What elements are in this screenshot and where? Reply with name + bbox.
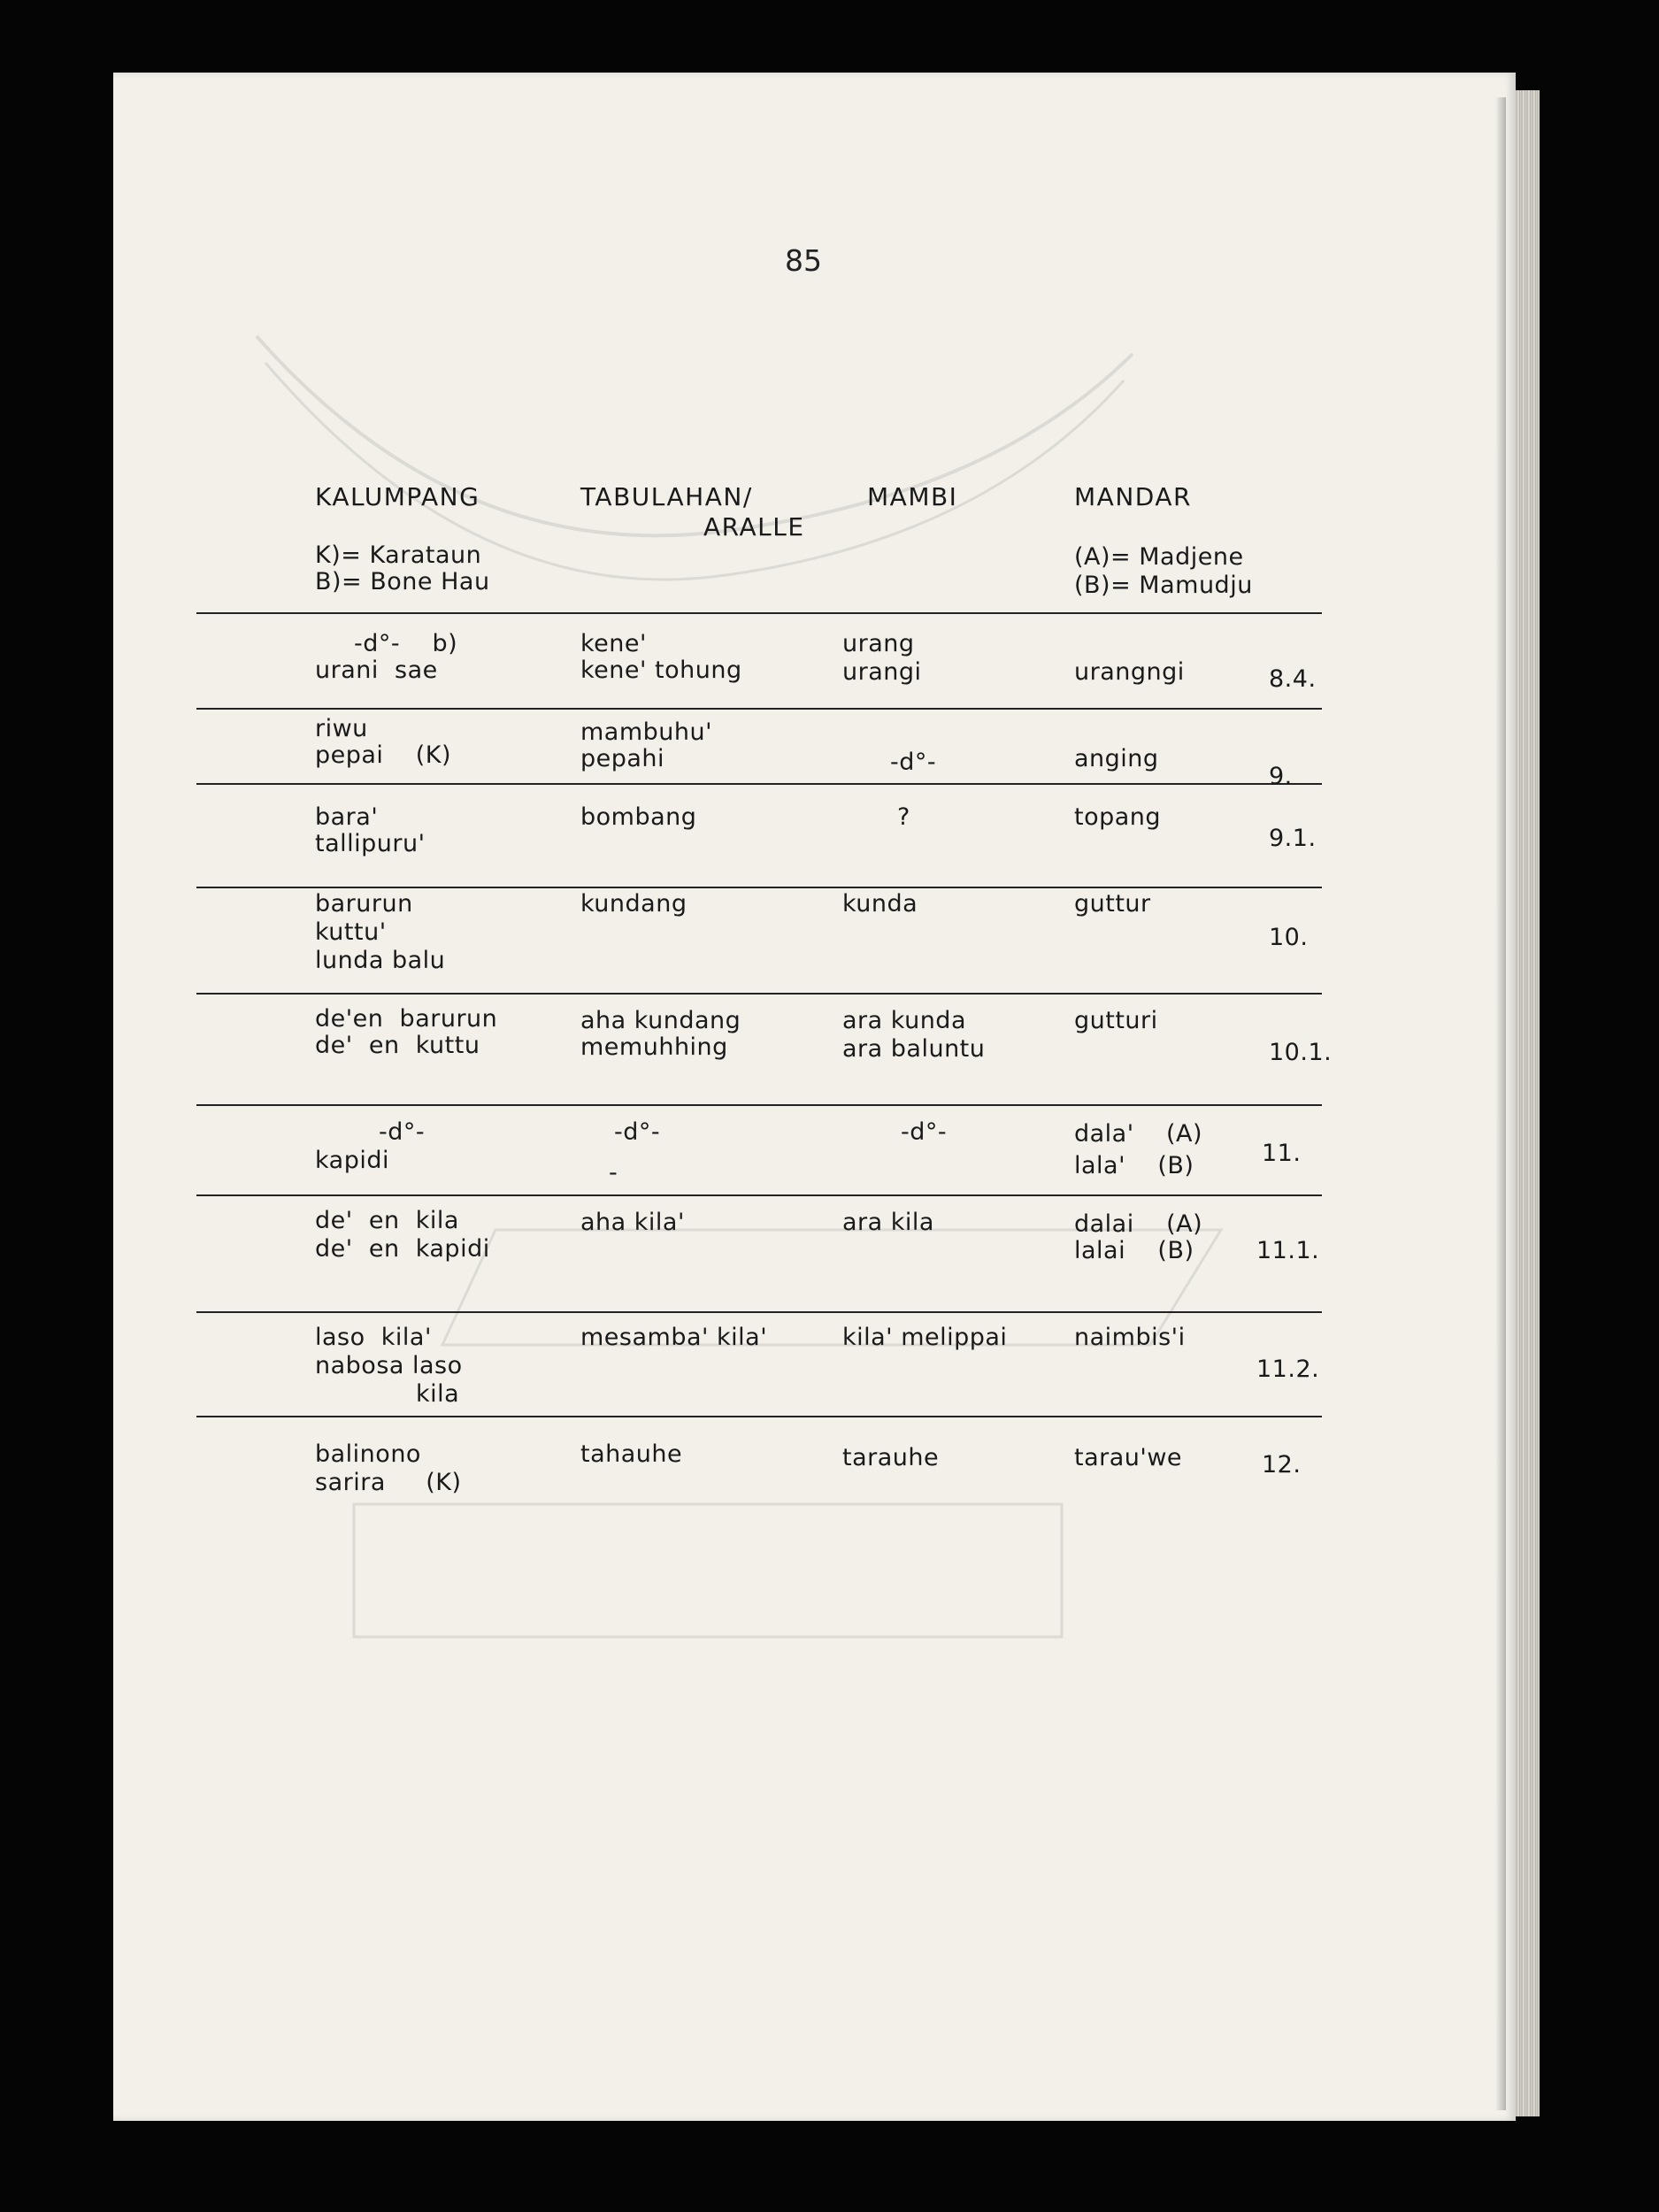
page-number: 85: [785, 243, 822, 278]
table-rule: [196, 1416, 1322, 1417]
legend-mamudju: (B)= Mamudju: [1074, 572, 1253, 599]
row-9-1-number: 9.1.: [1269, 825, 1317, 852]
row-11-2-kalumpang-2: nabosa laso: [315, 1352, 463, 1379]
row-9-1-tabulahan: bombang: [580, 803, 697, 831]
row-10-1-mambi-1: ara kunda: [842, 1007, 966, 1034]
row-11-tabulahan-1: -d°-: [614, 1118, 661, 1146]
row-11-1-number: 11.1.: [1256, 1237, 1320, 1264]
table-rule: [196, 1104, 1322, 1106]
row-12-kalumpang-1: balinono: [315, 1440, 421, 1468]
row-11-2-number: 11.2.: [1256, 1356, 1320, 1383]
row-11-1-tabulahan: aha kila': [580, 1209, 685, 1236]
row-10-1-mambi-2: ara baluntu: [842, 1035, 986, 1063]
table-rule: [196, 612, 1322, 614]
table-rule: [196, 1311, 1322, 1313]
header-mandar: MANDAR: [1074, 482, 1192, 511]
row-9-tabulahan-2: pepahi: [580, 745, 665, 772]
row-8-4-kalumpang-2: urani sae: [315, 657, 438, 684]
row-10-kalumpang-1: barurun: [315, 890, 413, 918]
row-9-1-kalumpang-2: tallipuru': [315, 830, 426, 857]
page-edge-shadow: [1495, 97, 1506, 2110]
header-tabulahan: TABULAHAN/: [580, 482, 753, 511]
row-11-1-kalumpang-1: de' en kila: [315, 1207, 459, 1234]
row-9-1-mambi: ?: [897, 803, 910, 831]
row-10-1-tabulahan-2: memuhhing: [580, 1033, 728, 1061]
row-10-tabulahan: kundang: [580, 890, 687, 918]
row-11-number: 11.: [1262, 1140, 1302, 1167]
row-10-1-tabulahan-1: aha kundang: [580, 1007, 741, 1034]
table-rule: [196, 708, 1322, 710]
row-11-1-mandar-1: dalai (A): [1074, 1210, 1203, 1238]
row-12-mandar: tarau'we: [1074, 1444, 1183, 1471]
row-11-2-kalumpang-3: kila: [416, 1380, 460, 1408]
row-8-4-kalumpang-1: -d°- b): [354, 630, 458, 657]
row-11-kalumpang-2: kapidi: [315, 1147, 389, 1174]
row-9-tabulahan-1: mambuhu': [580, 718, 713, 746]
row-9-1-kalumpang-1: bara': [315, 803, 379, 831]
row-8-4-mambi-2: urangi: [842, 658, 922, 686]
book-page: [113, 73, 1516, 2121]
row-8-4-mambi-1: urang: [842, 630, 915, 657]
row-10-kalumpang-2: kuttu': [315, 918, 387, 946]
row-9-1-mandar: topang: [1074, 803, 1162, 831]
header-aralle: ARALLE: [703, 512, 805, 541]
row-12-tabulahan: tahauhe: [580, 1440, 683, 1468]
row-8-4-tabulahan-1: kene': [580, 630, 647, 657]
row-11-1-kalumpang-2: de' en kapidi: [315, 1235, 490, 1263]
row-8-4-tabulahan-2: kene' tohung: [580, 657, 742, 684]
row-10-number: 10.: [1269, 924, 1309, 951]
row-11-2-tabulahan: mesamba' kila': [580, 1324, 768, 1351]
row-11-2-mandar: naimbis'i: [1074, 1324, 1186, 1351]
header-mambi: MAMBI: [867, 482, 958, 511]
row-10-1-number: 10.1.: [1269, 1039, 1333, 1066]
row-9-kalumpang-1: riwu: [315, 715, 368, 742]
row-12-number: 12.: [1262, 1451, 1302, 1479]
table-rule: [196, 1194, 1322, 1196]
row-11-2-mambi: kila' melippai: [842, 1324, 1008, 1351]
header-kalumpang: KALUMPANG: [315, 482, 480, 511]
row-8-4-mandar: urangngi: [1074, 658, 1185, 686]
legend-bone-hau: B)= Bone Hau: [315, 568, 490, 595]
row-8-4-number: 8.4.: [1269, 665, 1317, 693]
row-11-mambi: -d°-: [901, 1118, 948, 1146]
row-10-1-mandar: gutturi: [1074, 1007, 1158, 1034]
row-11-1-mandar-2: lalai (B): [1074, 1237, 1194, 1264]
legend-madjene: (A)= Madjene: [1074, 543, 1244, 571]
table-rule: [196, 783, 1322, 785]
row-10-mandar: guttur: [1074, 890, 1151, 918]
row-11-mandar-2: lala' (B): [1074, 1152, 1194, 1179]
legend-karataun: K)= Karataun: [315, 541, 482, 569]
row-12-mambi: tarauhe: [842, 1444, 940, 1471]
table-rule: [196, 993, 1322, 995]
row-10-1-kalumpang-2: de' en kuttu: [315, 1032, 480, 1059]
row-11-2-kalumpang-1: laso kila': [315, 1324, 432, 1351]
row-9-number: 9.: [1269, 763, 1293, 790]
row-10-mambi: kunda: [842, 890, 918, 918]
row-9-mandar: anging: [1074, 745, 1159, 772]
row-11-1-mambi: ara kila: [842, 1209, 934, 1236]
row-9-kalumpang-2: pepai (K): [315, 741, 452, 769]
table-rule: [196, 887, 1322, 888]
row-10-1-kalumpang-1: de'en barurun: [315, 1005, 498, 1033]
row-11-mandar-1: dala' (A): [1074, 1120, 1203, 1148]
row-10-kalumpang-3: lunda balu: [315, 947, 446, 974]
row-11-kalumpang-1: -d°-: [379, 1118, 426, 1146]
row-9-mambi: -d°-: [890, 749, 937, 776]
row-11-tabulahan-2: -: [609, 1159, 618, 1187]
row-12-kalumpang-2: sarira (K): [315, 1469, 462, 1496]
